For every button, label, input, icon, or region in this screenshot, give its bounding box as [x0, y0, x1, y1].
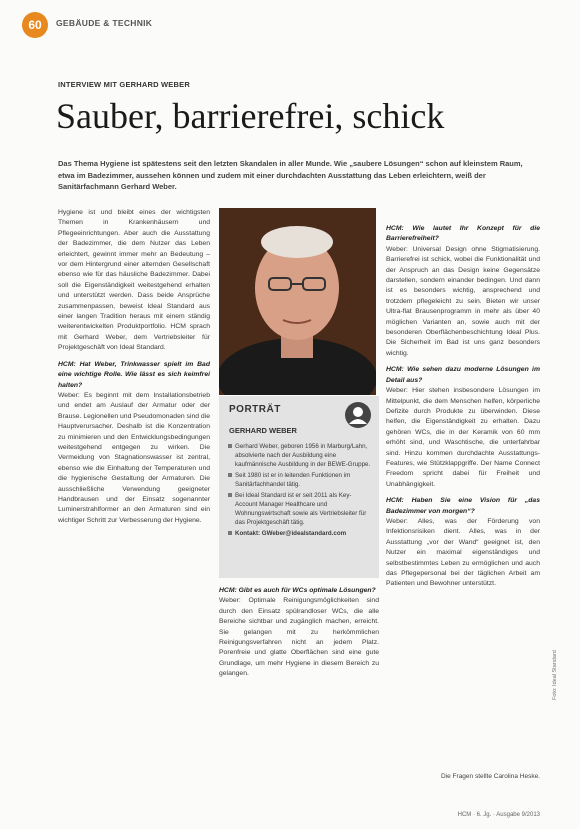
intro-paragraph: Hygiene ist und bleibt eines der wichtigsten Themen in Krankenhäusern und Pflegeeinrichtungen. Aber auch die Ausstattung der Badezimmer, die dem Nutzer das Leben erleichtert, gewinnt immer mehr an Bedeutung – vor dem Hintergrund einer alternden Gesellschaft ebenso wie für das häusliche Badezimmer. Dabei soll die Eigenständigkeit weitestgehend erhalten und unterstützt werden. Dass beide Ansprüche zusammenpassen, beweist Ideal Standard aus einer langen Tradition heraus mit einem ständig weiterentwickelten Produktportfolio. HCM sprach mit Gerhard Weber, dem Vertriebsleiter für Projektgeschäft von Ideal Standard.: [58, 209, 210, 352]
portrait-bullet: Seit 1980 ist er in leitenden Funktionen im Sanitärfachhandel tätig.: [227, 471, 373, 489]
column-right: [386, 224, 540, 590]
page-number: 60: [28, 18, 42, 32]
interview-signoff: Die Fragen stellte Carolina Heske.: [441, 773, 540, 780]
answer-4: Weber: Hier stehen insbesondere Lösungen im Mittelpunkt, die dem Menschen helfen, körperliche Defizite durch Produkte zu überwinden. Diese helfen, die Eigenständigkeit zu erhalten. Dazu gehören WCs, die in der Keramik von 60 mm erhöht sind, und Waschtische, die unterfahrbar sind. Hinzu kommen durchdachte Ausstattungs-Features, wie Stützklappgriffe. Der Name Connect Freedom spricht dabei für Freiheit und Unabhängigkeit.: [386, 387, 540, 488]
column-middle: [219, 586, 379, 680]
question-4: HCM: Wie sehen dazu moderne Lösungen im Detail aus?: [386, 366, 540, 384]
portrait-bullets: [227, 442, 373, 540]
portrait-photo: [219, 208, 376, 395]
answer-5: Weber: Alles, was der Förderung von Infektionsrisiken dient. Alles, was in der Ausstattung „vor der Wand“ geeignet ist, den Nutzer ein maximal eigenständiges und selbstbestimmtes Leben zu ermöglichen und auch das Pflegepersonal bei der täglichen Arbeit am Patienten und Bewohner unterstützt.: [386, 517, 540, 588]
portrait-contact: Kontakt: GWeber@idealstandard.com: [227, 529, 373, 538]
portrait-box: [219, 396, 379, 578]
portrait-bullet: Gerhard Weber, geboren 1956 in Marburg/Lahn, absolvierte nach der Ausbildung eine kaufmännische Ausbildung in der BEWE-Gruppe.: [227, 442, 373, 469]
portrait-name: GERHARD WEBER: [229, 426, 297, 435]
portrait-illustration: [219, 208, 376, 395]
column-left: [58, 208, 210, 526]
person-icon: [345, 402, 371, 428]
question-2: HCM: Gibt es auch für WCs optimale Lösungen?: [219, 587, 376, 594]
article-lead: Das Thema Hygiene ist spätestens seit den letzten Skandalen in aller Munde. Wie „saubere Lösungen“ schon auf kleinstem Raum, etwa im Badezimmer, aussehen können und zudem mit einer durchdachten Ausstattung das Leben erleichtern, weiß der Sanitärfachmann Gerhard Weber.: [58, 159, 523, 191]
section-label: GEBÄUDE & TECHNIK: [56, 18, 153, 28]
question-3: HCM: Wie lautet Ihr Konzept für die Barrierefreiheit?: [386, 225, 540, 243]
answer-1: Weber: Es beginnt mit dem Installationsbetrieb und endet am Auslauf der Armatur oder der Brause. Legionellen und Pseudomonaden sind die Hauptverursacher. Deshalb ist die Konzentration zu minimieren und den Entwicklungsbedingungen weitestgehend entgegen zu wirken. Die Vermeidung von Stagnationswasser ist zentral, ebenso wie die Einhaltung der Temperaturen und die hygienische Gestaltung der Armaturen. Die ausschließliche Verwendung geeigneter Handbrausen und der Einsatz sogenannter Luminerstrahlformer an den Armaturen sind ein wichtiger Schritt zur Verbesserung der Hygiene.: [58, 391, 210, 524]
answer-3: Weber: Universal Design ohne Stigmatisierung. Barrierefrei ist schick, wobei die Funktionalität und der Anspruch an das Design keine Gegensätze darstellen, sondern einander bedingen. Und dann ist es besonders wichtig, ansprechend und trotzdem pflegeleicht zu sein. Bieten wir unser Ultra-flat Brausenprogramm in mehr als über 40 möglichen Varianten an, sowie auch mit der besonderen Oberflächenbeschichtung Ideal Plus. Die Sicherheit im Bad ist uns ganz besonders wichtig.: [386, 245, 540, 357]
page-number-badge: [22, 12, 48, 38]
portrait-title: PORTRÄT: [229, 404, 281, 415]
portrait-bullet: Bei Ideal Standard ist er seit 2011 als Key-Account Manager Healthcare und Wohnungswirtschaft sowie als Vertriebsleiter für das Projektgeschäft tätig.: [227, 491, 373, 527]
article-headline: Sauber, barrierefrei, schick: [56, 96, 445, 136]
article-kicker: INTERVIEW MIT GERHARD WEBER: [58, 80, 190, 89]
answer-2: Weber: Optimale Reinigungsmöglichkeiten sind durch den Einsatz spülrandloser WCs, die alle Bereiche sichtbar und zugänglich machen, erreicht. Sie gelangen mit zu herkömmlichen Reinigungsverfahren nicht an jedem Platz. Porenfreie und glatte Oberflächen sind eine gute Grundlage, um mehr Hygiene in diesem Bereich zu gelangen.: [219, 597, 379, 678]
page-footer: HCM · 6. Jg. · Ausgabe 9/2013: [457, 812, 540, 818]
question-1: HCM: Hat Weber, Trinkwasser spielt im Bad eine wichtige Rolle. Wie lässt es sich keimfrei halten?: [58, 360, 210, 389]
question-5: HCM: Haben Sie eine Vision für „das Badezimmer von morgen“?: [386, 497, 540, 515]
photo-credit: Foto: Ideal Standard: [552, 650, 558, 700]
